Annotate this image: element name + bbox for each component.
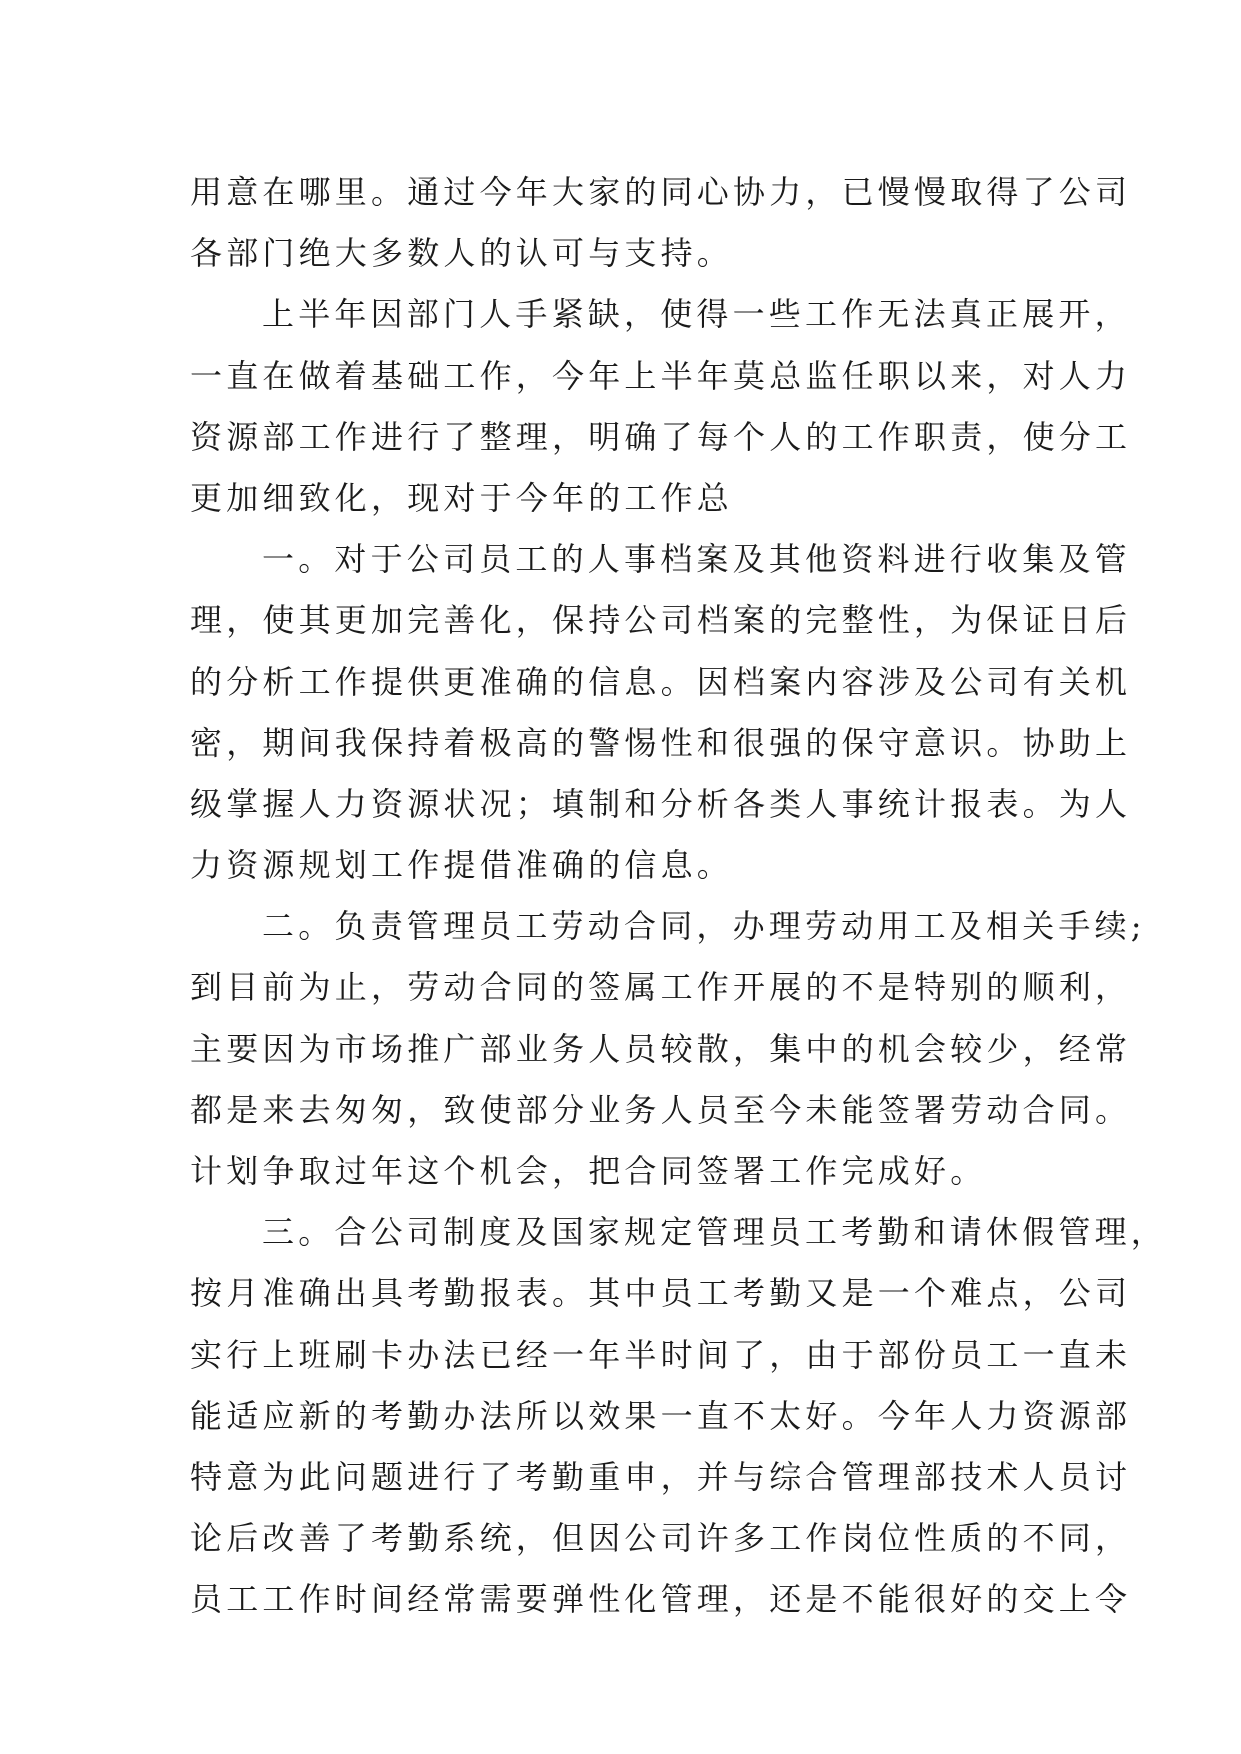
text-line: 的分析工作提供更准确的信息。因档案内容涉及公司有关机 xyxy=(190,662,1132,701)
paragraph-item-one xyxy=(190,529,1132,896)
text-line: 计划争取过年这个机会，把合同签署工作完成好。 xyxy=(190,1152,987,1190)
text-line: 理，使其更加完善化，保持公司档案的完整性，为保证日后 xyxy=(190,601,1132,640)
paragraph-item-two xyxy=(190,896,1146,1202)
paragraph-staffing xyxy=(190,284,1132,529)
text-line: 都是来去匆匆，致使部分业务人员至今未能签署劳动合同。 xyxy=(190,1090,1132,1129)
text-line: 一。对于公司员工的人事档案及其他资料进行收集及管 xyxy=(262,540,1131,579)
text-line: 能适应新的考勤办法所以效果一直不太好。今年人力资源部 xyxy=(190,1396,1132,1435)
text-line: 员工工作时间经常需要弹性化管理，还是不能很好的交上令 xyxy=(190,1580,1132,1619)
text-line: 更加细致化，现对于今年的工作总 xyxy=(190,478,734,517)
text-line: 一直在做着基础工作，今年上半年莫总监任职以来，对人力 xyxy=(190,356,1132,395)
text-line: 二。负责管理员工劳动合同，办理劳动用工及相关手续; xyxy=(262,907,1146,946)
text-line: 级掌握人力资源状况；填制和分析各类人事统计报表。为人 xyxy=(190,784,1132,823)
text-line: 按月准确出具考勤报表。其中员工考勤又是一个难点，公司 xyxy=(190,1274,1132,1313)
text-line: 力资源规划工作提借准确的信息。 xyxy=(190,846,734,885)
text-line: 实行上班刷卡办法已经一年半时间了，由于部份员工一直未 xyxy=(190,1335,1132,1374)
text-line: 各部门绝大多数人的认可与支持。 xyxy=(190,234,734,273)
document-body xyxy=(190,162,1168,1631)
text-line: 用意在哪里。通过今年大家的同心协力，已慢慢取得了公司 xyxy=(190,173,1132,211)
text-line: 密，期间我保持着极高的警惕性和很强的保守意识。协助上 xyxy=(190,723,1132,762)
text-line: 到目前为止，劳动合同的签属工作开展的不是特别的顺利， xyxy=(190,968,1132,1007)
text-line: 论后改善了考勤系统，但因公司许多工作岗位性质的不同， xyxy=(190,1519,1132,1558)
text-line: 主要因为市场推广部业务人员较散，集中的机会较少，经常 xyxy=(190,1029,1132,1068)
text-line: 三。合公司制度及国家规定管理员工考勤和请休假管理， xyxy=(262,1213,1168,1252)
paragraph-continuation xyxy=(190,162,1132,284)
text-line: 资源部工作进行了整理，明确了每个人的工作职责，使分工 xyxy=(190,417,1132,456)
text-line: 特意为此问题进行了考勤重申，并与综合管理部技术人员讨 xyxy=(190,1457,1132,1496)
text-line: 上半年因部门人手紧缺，使得一些工作无法真正展开， xyxy=(262,295,1131,334)
paragraph-item-three xyxy=(190,1202,1168,1630)
